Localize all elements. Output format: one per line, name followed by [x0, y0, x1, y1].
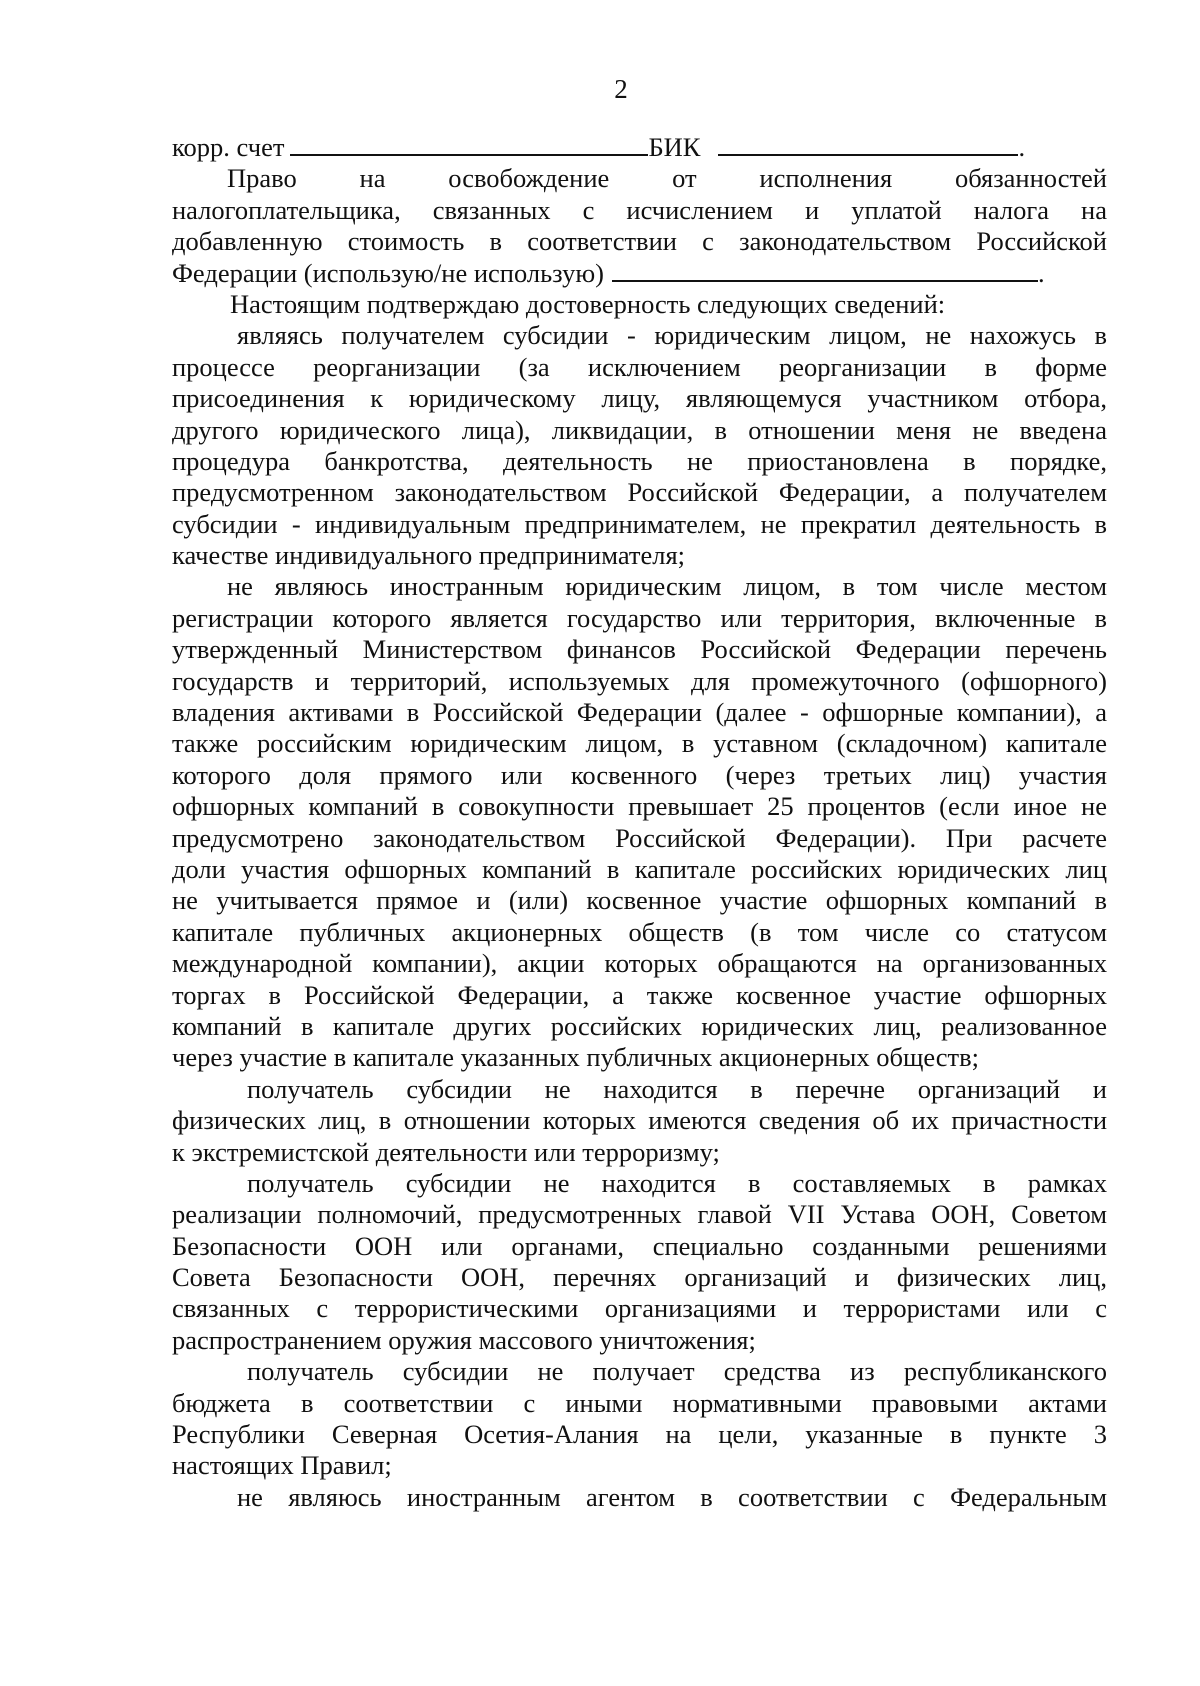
clause-line: компаний в капитале других российских юридических лиц, реализованное — [172, 1010, 1107, 1041]
clause-line: реализации полномочий, предусмотренных главой VII Устава ООН, Советом — [172, 1199, 1107, 1230]
corr-account-label: корр. счет — [172, 132, 285, 162]
clause-line: настоящих Правил; — [172, 1450, 392, 1481]
bank-details-line — [172, 132, 1107, 163]
clause-line: получатель субсидии не находится в перечне организаций и — [247, 1073, 1107, 1104]
clause-line: получатель субсидии не получает средства из республиканского — [247, 1356, 1107, 1387]
corr-account-blank — [290, 132, 648, 156]
clause-line: офшорных компаний в совокупности превышает 25 процентов (если иное не — [172, 791, 1107, 822]
clause-line: Совета Безопасности ООН, перечнях организаций и физических лиц, — [172, 1262, 1107, 1293]
clause-foreign-agent — [172, 1482, 1107, 1513]
clause-line: Республики Северная Осетия-Алания на цели, указанные в пункте 3 — [172, 1419, 1107, 1450]
clause-line: связанных с террористическими организациями и террористами или с — [172, 1293, 1107, 1324]
clause-line: международной компании), акции которых обращаются на организованных — [172, 948, 1107, 979]
clause-line: процессе реорганизации (за исключением реорганизации в форме — [172, 351, 1107, 382]
clause-line: регистрации которого является государство или территория, включенные в — [172, 602, 1107, 633]
clause-line: физических лиц, в отношении которых имеются сведения об их причастности — [172, 1105, 1107, 1136]
clause-republic-budget — [172, 1356, 1107, 1482]
confirm-intro: Настоящим подтверждаю достоверность следующих сведений: — [230, 288, 946, 319]
clause-reorganization — [172, 320, 1107, 571]
page-number: 2 — [614, 74, 628, 104]
clause-line: распространением оружия массового уничтожения; — [172, 1324, 756, 1355]
vat-line: Право на освобождение от исполнения обязанностей — [227, 163, 1107, 194]
clause-line: торгах в Российской Федерации, а также косвенное участие офшорных — [172, 979, 1107, 1010]
clause-line: Безопасности ООН или органами, специально созданными решениями — [172, 1230, 1107, 1261]
clause-line: доли участия офшорных компаний в капитале российских юридических лиц — [172, 853, 1107, 884]
clause-line: утвержденный Министерством финансов Российской Федерации перечень — [172, 634, 1107, 665]
clause-line: присоединения к юридическому лицу, являющемуся участником отбора, — [172, 383, 1107, 414]
vat-end-mark: . — [1037, 257, 1045, 288]
clause-line: не учитывается прямое и (или) косвенное участие офшорных компаний в — [172, 885, 1107, 916]
clause-line: субсидии - индивидуальным предпринимателем, не прекратил деятельность в — [172, 508, 1107, 539]
clause-line: предусмотрено законодательством Российской Федерации). При расчете — [172, 822, 1107, 853]
clause-line: государств и территорий, используемых для промежуточного (офшорного) — [172, 665, 1107, 696]
clause-line: капитале публичных акционерных обществ (в том числе со статусом — [172, 916, 1107, 947]
bik-end-mark: . — [1018, 132, 1026, 162]
clause-line: получатель субсидии не находится в составляемых в рамках — [247, 1167, 1107, 1198]
vat-choice-label: Федерации (использую/не использую) — [172, 257, 604, 288]
clause-line: другого юридического лица), ликвидации, в отношении меня не введена — [172, 414, 1107, 445]
clause-line: не являюсь иностранным юридическим лицом, в том числе местом — [227, 571, 1107, 602]
clause-offshore — [172, 571, 1107, 1073]
clause-line: к экстремистской деятельности или терроризму; — [172, 1136, 720, 1167]
clause-line: предусмотренном законодательством Российской Федерации, а получателем — [172, 477, 1107, 508]
vat-line: налогоплательщика, связанных с исчислением и уплатой налога на — [172, 194, 1107, 225]
bik-blank — [718, 132, 1018, 156]
clause-line: качестве индивидуального предпринимателя; — [172, 540, 686, 571]
clause-line: являясь получателем субсидии - юридическим лицом, не нахожусь в — [237, 320, 1107, 351]
clause-line: бюджета в соответствии с иными нормативными правовыми актами — [172, 1387, 1107, 1418]
clause-extremism — [172, 1074, 1107, 1168]
clause-line: через участие в капитале указанных публичных акционерных обществ; — [172, 1042, 980, 1073]
document-body — [172, 132, 1107, 1513]
clause-line: не являюсь иностранным агентом в соответствии с Федеральным — [237, 1481, 1107, 1512]
clause-un-sanctions — [172, 1168, 1107, 1356]
clause-line: владения активами в Российской Федерации (далее - офшорные компании), а — [172, 697, 1107, 728]
clause-line: процедура банкротства, деятельность не приостановлена в порядке, — [172, 445, 1107, 476]
vat-last-line — [172, 258, 1107, 289]
vat-line: добавленную стоимость в соответствии с законодательством Российской — [172, 226, 1107, 257]
vat-choice-blank — [612, 258, 1038, 282]
bik-label: БИК — [648, 132, 701, 162]
clause-line: которого доля прямого или косвенного (через третьих лиц) участия — [172, 759, 1107, 790]
clause-line: также российским юридическим лицом, в уставном (складочном) капитале — [172, 728, 1107, 759]
vat-paragraph — [172, 163, 1107, 289]
